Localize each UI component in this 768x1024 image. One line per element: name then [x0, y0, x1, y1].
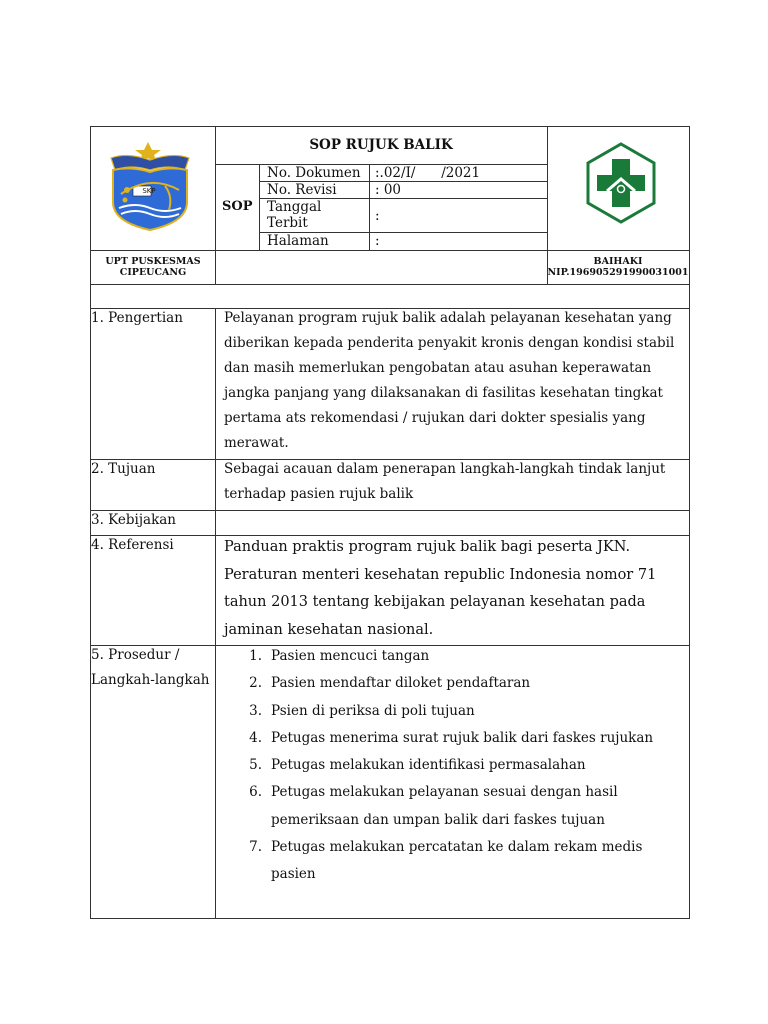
unit-name: UPT PUSKESMAS CIPEUCANG: [105, 256, 201, 278]
procedure-steps: [222, 643, 682, 889]
list-item: 6. Petugas melakukan pelayanan sesuai dengan hasil pemeriksaan dan umpan balik dari faskes tujuan: [249, 784, 618, 828]
field-label-no-revisi: No. Revisi: [267, 182, 337, 198]
field-value-no-dokumen: :.02/I/ /2021: [375, 165, 481, 181]
section-content-pengertian: Pelayanan program rujuk balik adalah pelayanan kesehatan yang diberikan kepada penderita penyakit kronis dengan kondisi stabil dan masih memerlukan pengobatan atau asuhan keperawatan jangka panjang yang dilaksanakan di fasilitas kesehatan tingkat pertama ats rekomendasi / rujukan dari dokter spesialis yang merawat.: [224, 310, 675, 451]
field-label-tanggal-terbit: Tanggal Terbit: [267, 199, 322, 231]
list-item: 4. Petugas menerima surat rujuk balik dari faskes rujukan: [249, 729, 654, 746]
signer-nip: NIP.196905291990031001: [547, 267, 689, 278]
list-item: 1. Pasien mencuci tangan: [249, 648, 430, 664]
list-item: 5. Petugas melakukan identifikasi permasalahan: [249, 757, 586, 774]
section-label-pengertian: 1. Pengertian: [91, 310, 183, 326]
section-label-kebijakan: 3. Kebijakan: [91, 512, 177, 528]
sop-label: SOP: [222, 199, 253, 214]
section-label-tujuan: 2. Tujuan: [91, 461, 156, 477]
section-label-referensi: 4. Referensi: [91, 537, 174, 553]
puskesmas-logo: [585, 141, 657, 225]
field-label-no-dokumen: No. Dokumen: [267, 165, 361, 181]
field-value-no-revisi: : 00: [375, 182, 402, 198]
list-item: 7. Petugas melakukan percatatan ke dalam rekam medis pasien: [249, 839, 643, 883]
list-item: 3. Psien di periksa di poli tujuan: [249, 702, 475, 719]
document-title: SOP RUJUK BALIK: [309, 137, 453, 153]
section-content-tujuan: Sebagai acauan dalam penerapan langkah-langkah tindak lanjut terhadap pasien rujuk balik: [224, 461, 666, 502]
field-value-tanggal-terbit: :: [375, 208, 380, 224]
regency-logo: [105, 140, 195, 232]
field-value-halaman: :: [375, 233, 380, 249]
signer-name: BAIHAKI: [593, 256, 643, 267]
list-item: 2. Pasien mendaftar diloket pendaftaran: [249, 675, 531, 692]
section-label-prosedur: 5. Prosedur / Langkah-langkah: [91, 647, 210, 688]
svg-text:SKP: SKP: [142, 187, 156, 195]
field-label-halaman: Halaman: [267, 233, 329, 249]
section-content-referensi: Panduan praktis program rujuk balik bagi peserta JKN. Peraturan menteri kesehatan republic Indonesia nomor 71 tahun 2013 tentang kebijakan pelayanan kesehatan pada jaminan kesehatan nasional.: [224, 539, 657, 638]
